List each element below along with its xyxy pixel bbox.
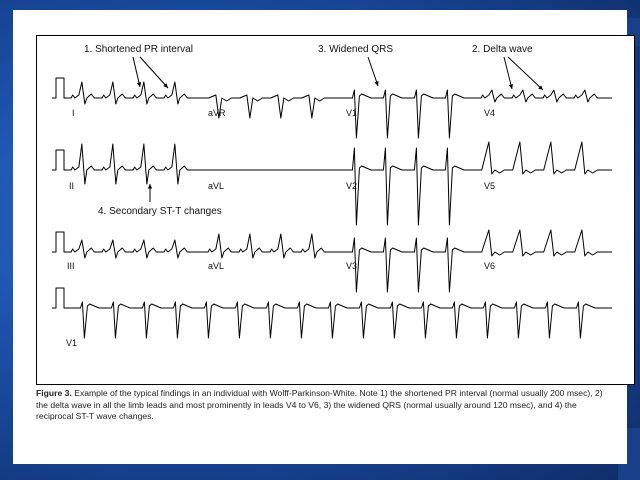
lead-label: aVL	[208, 181, 225, 191]
lead-label: II	[69, 181, 75, 191]
ecg-trace-lead-V6	[478, 230, 612, 256]
lead-label: V5	[484, 181, 496, 191]
ecg-trace-rhythm-V1	[68, 302, 612, 338]
calibration-pulse	[52, 78, 68, 98]
annotation-st-t-changes: 4. Secondary ST-T changes	[98, 206, 222, 217]
caption-label: Figure 3.	[36, 388, 72, 398]
lead-label: III	[67, 261, 75, 271]
ecg-trace-lead-II	[68, 144, 205, 184]
figure-caption	[36, 388, 606, 423]
lead-label: V4	[484, 108, 496, 118]
arrow-pr-1-head	[137, 82, 141, 87]
ecg-trace-lead-III	[68, 240, 205, 258]
annotation-pr-interval: 1. Shortened PR interval	[84, 44, 193, 55]
annotation-widened-qrs: 3. Widened QRS	[318, 44, 394, 55]
annotation-delta-wave: 2. Delta wave	[472, 44, 533, 55]
arrow-delta-2	[508, 57, 543, 90]
ecg-trace-lead-V5	[478, 142, 612, 174]
lead-label: V1	[346, 108, 358, 118]
arrow-delta-1-head	[509, 84, 513, 89]
calibration-pulse	[52, 150, 68, 170]
arrow-st-t-head	[148, 184, 152, 189]
lead-label: I	[72, 108, 75, 118]
lead-label: aVL	[208, 261, 225, 271]
ecg-trace-lead-V2	[340, 148, 478, 225]
calibration-pulse	[52, 288, 68, 308]
lead-label: V3	[346, 261, 358, 271]
lead-label: V2	[346, 181, 358, 191]
ecg-trace-lead-aVL-2	[205, 234, 340, 258]
arrow-qrs-head	[374, 81, 378, 86]
ecg-trace-lead-V3	[340, 238, 478, 292]
caption-text: Example of the typical findings in an individual with Wolff-Parkinson-White. Note 1) the shortened PR interval (normal usually 200 msec), 2) the delta wave in all the limb leads and most prominently in leads V4 to V6, 3) the widened QRS (normal usually around 120 msec), and 4) the reciprocal ST-T wave changes.	[36, 388, 603, 421]
arrow-pr-1	[133, 57, 140, 87]
arrow-delta-1	[504, 57, 512, 89]
lead-label: V1	[66, 338, 78, 348]
ecg-trace-lead-V1	[340, 90, 478, 138]
ecg-trace-lead-I	[68, 82, 205, 104]
lead-label: aVR	[208, 108, 226, 118]
calibration-pulse	[52, 232, 68, 252]
ecg-trace-lead-V4	[478, 90, 612, 102]
lead-label: V6	[484, 261, 496, 271]
arrow-qrs	[368, 57, 378, 86]
